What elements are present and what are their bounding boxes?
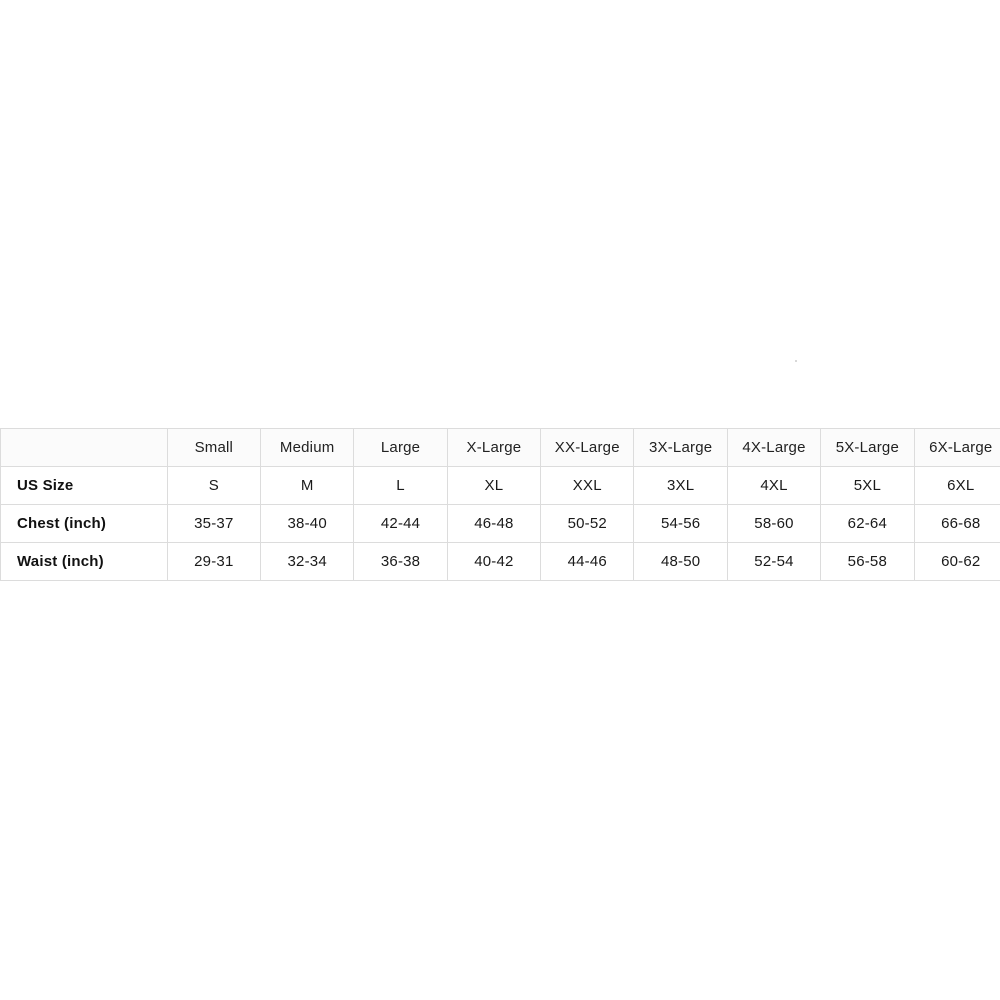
- size-chart-table: [0, 428, 1000, 581]
- size-chart-container: [0, 428, 1000, 581]
- cell-us-size-3x-large: 3XL: [634, 467, 727, 505]
- cell-us-size-5x-large: 5XL: [821, 467, 914, 505]
- cell-us-size-x-large: XL: [447, 467, 540, 505]
- row-label-waist: Waist (inch): [1, 543, 168, 581]
- cell-chest-medium: 38-40: [261, 505, 354, 543]
- cell-chest-large: 42-44: [354, 505, 447, 543]
- cell-us-size-6x-large: 6XL: [914, 467, 1000, 505]
- row-label-us-size: US Size: [1, 467, 168, 505]
- column-header-large: Large: [354, 429, 447, 467]
- row-label-chest: Chest (inch): [1, 505, 168, 543]
- cell-waist-3x-large: 48-50: [634, 543, 727, 581]
- cell-us-size-small: S: [167, 467, 260, 505]
- stray-dot-mark: [795, 360, 797, 362]
- column-header-medium: Medium: [261, 429, 354, 467]
- cell-chest-5x-large: 62-64: [821, 505, 914, 543]
- cell-chest-3x-large: 54-56: [634, 505, 727, 543]
- cell-chest-4x-large: 58-60: [727, 505, 820, 543]
- cell-waist-large: 36-38: [354, 543, 447, 581]
- cell-us-size-xx-large: XXL: [541, 467, 634, 505]
- table-header-row: [1, 429, 1000, 467]
- table-row: [1, 505, 1000, 543]
- cell-waist-6x-large: 60-62: [914, 543, 1000, 581]
- column-header-small: Small: [167, 429, 260, 467]
- cell-waist-small: 29-31: [167, 543, 260, 581]
- column-header-x-large: X-Large: [447, 429, 540, 467]
- cell-us-size-large: L: [354, 467, 447, 505]
- column-header-4x-large: 4X-Large: [727, 429, 820, 467]
- column-header-6x-large: 6X-Large: [914, 429, 1000, 467]
- cell-waist-4x-large: 52-54: [727, 543, 820, 581]
- cell-chest-6x-large: 66-68: [914, 505, 1000, 543]
- table-row: [1, 543, 1000, 581]
- cell-chest-small: 35-37: [167, 505, 260, 543]
- cell-chest-x-large: 46-48: [447, 505, 540, 543]
- cell-waist-5x-large: 56-58: [821, 543, 914, 581]
- cell-waist-xx-large: 44-46: [541, 543, 634, 581]
- cell-us-size-medium: M: [261, 467, 354, 505]
- table-corner-cell: [1, 429, 168, 467]
- column-header-3x-large: 3X-Large: [634, 429, 727, 467]
- table-row: [1, 467, 1000, 505]
- cell-waist-x-large: 40-42: [447, 543, 540, 581]
- column-header-5x-large: 5X-Large: [821, 429, 914, 467]
- cell-chest-xx-large: 50-52: [541, 505, 634, 543]
- cell-us-size-4x-large: 4XL: [727, 467, 820, 505]
- column-header-xx-large: XX-Large: [541, 429, 634, 467]
- cell-waist-medium: 32-34: [261, 543, 354, 581]
